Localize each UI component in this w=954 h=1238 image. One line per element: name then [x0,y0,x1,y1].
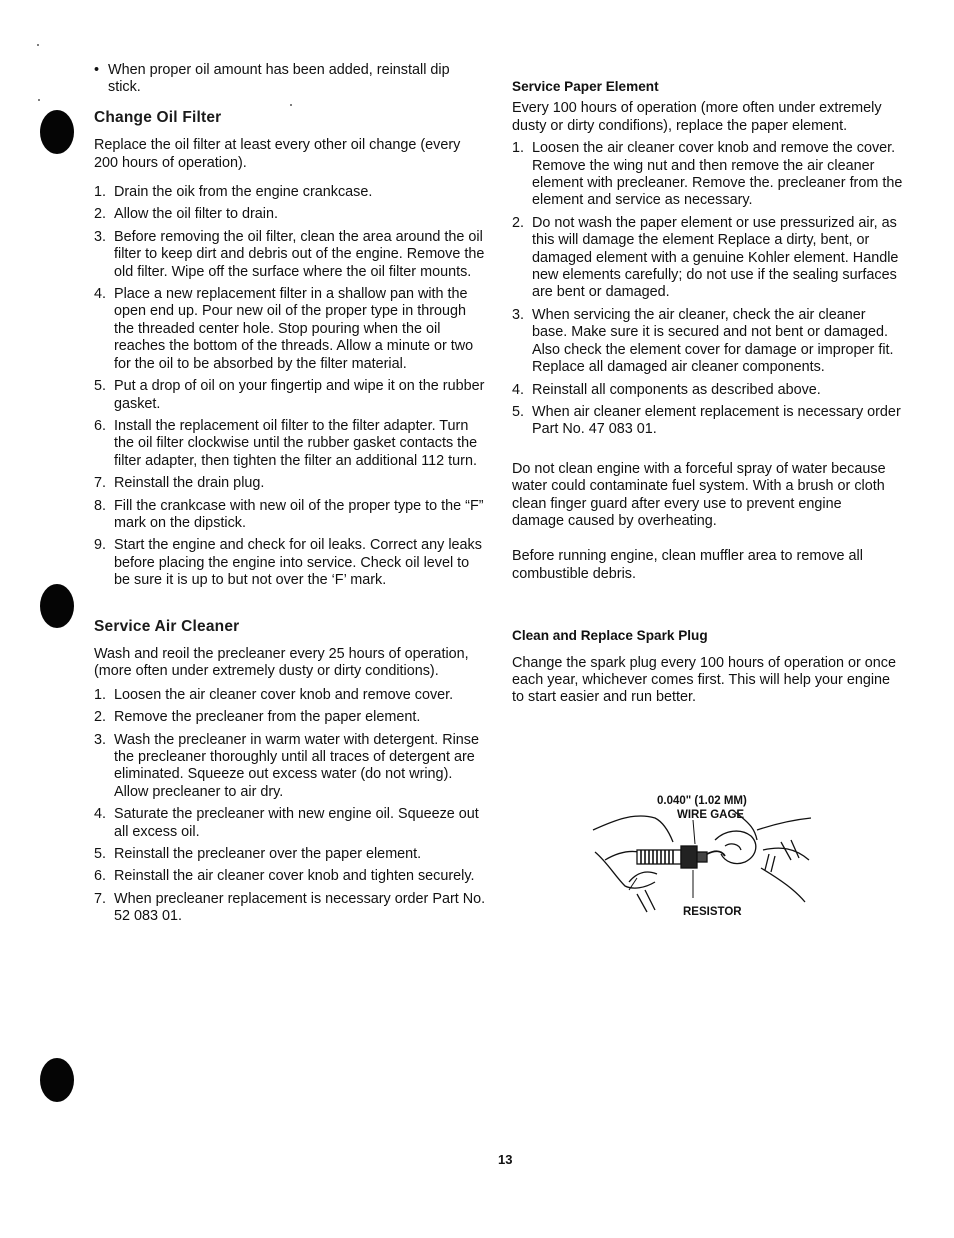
step-text: Install the replacement oil filter to the filter adapter. Turn the oil filter clockwise until the rubber gasket contacts the filter adapter, then tighten the filter an additional 112 turn. [114,417,478,469]
step-number: 2. [512,214,525,231]
oil-filter-step [94,206,486,223]
step-text: Fill the crankcase with new oil of the proper type to the “F” mark on the dipstick. [114,497,484,531]
service-paper-element-intro: Every 100 hours of operation (more often under extremely dusty or dirty condifions), replace the paper element. [512,100,882,134]
step-number: 1. [94,184,107,201]
step-number: 9. [94,537,107,554]
service-paper-element-heading: Service Paper Element [512,79,659,94]
muffler-note: Before running engine, clean muffler area to remove all combustible debris. [512,548,863,582]
step-number: 6. [94,417,107,434]
water-spray-warning: Do not clean engine with a forceful spray of water because water could contaminate fuel system. With a brush or cloth clean finger guard after every use to prevent engine damage caused by overheating. [512,460,886,529]
step-text: Before removing the oil filter, clean the area around the oil filter to keep dirt and debris out of the engine. Remove the old filter. Wipe off the surface where the oil filter mounts. [114,228,485,280]
oil-filter-step [94,229,486,281]
paper-element-step [512,140,904,210]
step-text: When servicing the air cleaner, check the air cleaner base. Make sure it is secured and not bent or damaged. Also check the element cover for damage or improper fit. Replace all damaged air cleaner components. [532,306,894,376]
spark-plug-gap-figure [585,790,825,930]
intro-bullet-text: When proper oil amount has been added, reinstall dip stick. [108,62,450,96]
left-column [94,62,486,931]
step-text: Loosen the air cleaner cover knob and remove the cover. Remove the wing nut and then remove the air cleaner element with precleaner. Remove the. precleaner from the element and service as necessary. [532,140,903,209]
intro-bullet [94,62,486,97]
step-text: Reinstall the air cleaner cover knob and tighten securely. [114,868,475,885]
page-number: 13 [498,1152,513,1167]
air-cleaner-step [94,806,486,841]
step-text: Place a new replacement filter in a shallow pan with the open end up. Pour new oil of the proper type in through the threaded center hole. Stop pouring when the oil reaches the bottom of the threads. Allow a minute or two for the oil to be absorbed by the filter material. [114,286,474,372]
step-number: 3. [512,306,525,323]
right-column [512,78,904,707]
spark-plug-illustration [585,790,825,930]
oil-filter-step [94,286,486,373]
step-text: Reinstall the drain plug. [114,475,265,492]
scan-speck [37,44,39,46]
step-number: 8. [94,497,107,514]
gap-measurement-label: 0.040" (1.02 MM) [657,795,747,807]
oil-filter-step [94,498,486,533]
paper-element-step [512,404,904,439]
spark-plug-intro: Change the spark plug every 100 hours of operation or once each year, whichever comes first. This will help your engine to start easier and run better. [512,654,897,706]
oil-filter-step [94,378,486,413]
step-text: Do not wash the paper element or use pressurized air, as this will damage the element Replace a dirty, bent, or damaged element with a genuine Kohler element. Handle new elements carefully; do not use if the sealing surfaces are bent or damaged. [532,214,899,301]
step-text: Start the engine and check for oil leaks. Correct any leaks before placing the engine into service. Check oil level to be sure it is up to but not over the ‘F’ mark. [114,537,482,589]
bullet-dot: • [94,62,100,78]
wire-gage-label: WIRE GAGE [677,809,745,821]
step-number: 4. [94,806,107,823]
step-number: 1. [512,140,525,157]
step-number: 6. [94,868,107,885]
change-oil-filter-intro: Replace the oil filter at least every other oil change (every 200 hours of operation). [94,137,461,171]
paper-element-step [512,307,904,377]
step-number: 2. [94,206,107,223]
step-text: When air cleaner element replacement is necessary order Part No. 47 083 01. [532,403,901,438]
step-number: 7. [94,890,107,907]
step-text: Remove the precleaner from the paper element. [114,709,421,726]
change-oil-filter-heading: Change Oil Filter [94,108,222,126]
step-text: Drain the oik from the engine crankcase. [114,184,373,201]
step-text: Loosen the air cleaner cover knob and remove cover. [114,686,454,703]
air-cleaner-step [94,732,486,802]
step-number: 7. [94,475,107,492]
air-cleaner-step [94,709,486,726]
scan-speck [38,99,40,101]
step-number: 1. [94,686,107,703]
paper-element-step [512,215,904,302]
oil-filter-step [94,537,486,589]
step-text: Reinstall all components as described above. [532,381,821,398]
air-cleaner-step [94,846,486,863]
oil-filter-step [94,475,486,492]
step-number: 5. [94,378,107,395]
service-air-cleaner-heading: Service Air Cleaner [94,617,240,635]
oil-filter-step [94,418,486,470]
step-number: 3. [94,731,107,748]
step-number: 5. [94,846,107,863]
punch-hole-3 [40,1058,74,1102]
step-text: When precleaner replacement is necessary order Part No. 52 083 01. [114,890,486,925]
punch-hole-2 [40,584,74,628]
step-text: Allow the oil filter to drain. [114,206,278,223]
punch-hole-1 [40,110,74,154]
air-cleaner-step [94,868,486,885]
step-number: 4. [512,381,525,398]
air-cleaner-step [94,891,486,926]
step-text: Reinstall the precleaner over the paper element. [114,846,422,863]
spark-plug-heading: Clean and Replace Spark Plug [512,628,708,644]
paper-element-step [512,382,904,399]
step-number: 3. [94,228,107,245]
change-oil-filter-steps [94,184,486,590]
step-number: 4. [94,286,107,303]
step-number: 2. [94,709,107,726]
service-paper-element-steps [512,140,904,439]
step-text: Put a drop of oil on your fingertip and wipe it on the rubber gasket. [114,378,485,412]
step-text: Saturate the precleaner with new engine oil. Squeeze out all excess oil. [114,806,479,840]
oil-filter-step [94,184,486,201]
resistor-label: RESISTOR [683,906,742,918]
service-air-cleaner-intro: Wash and reoil the precleaner every 25 hours of operation, (more often under extremely dusty or dirty conditions). [94,645,469,680]
air-cleaner-step [94,687,486,704]
step-number: 5. [512,403,525,420]
service-air-cleaner-steps [94,687,486,926]
step-text: Wash the precleaner in warm water with detergent. Rinse the precleaner thoroughly until all traces of detergent are eliminated. Squeeze out excess water (do not wring). Allow precleaner to air dry. [114,731,479,800]
